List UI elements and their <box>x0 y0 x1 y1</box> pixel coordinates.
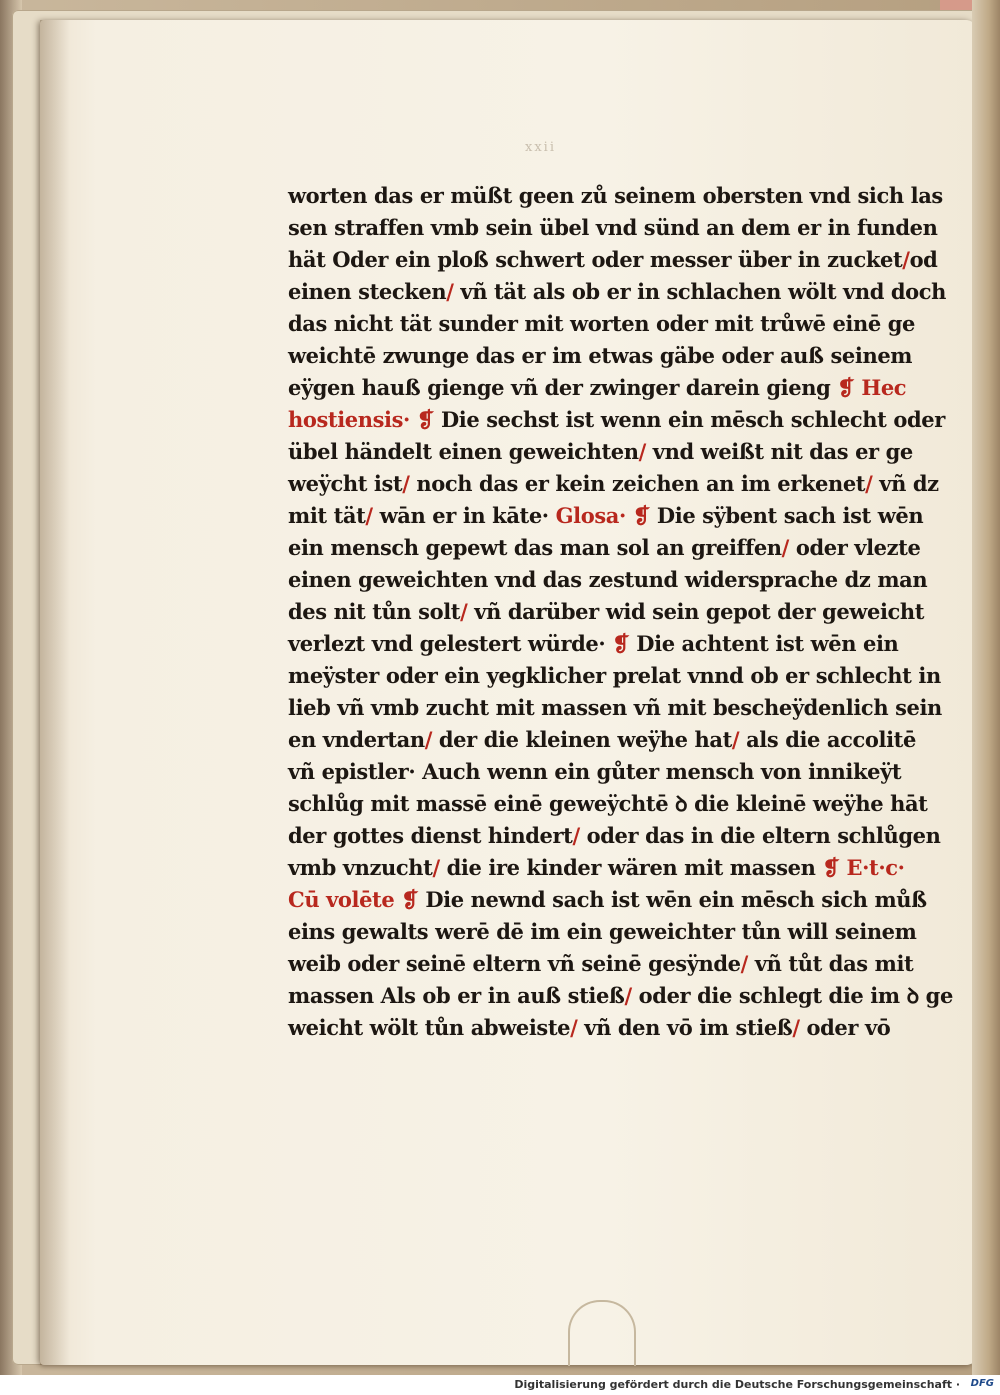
text-line: Cū volēte ❡ Die newnd sach ist wēn ein mēsch sich můß <box>288 887 927 912</box>
book-edge-right <box>972 0 1000 1375</box>
text-line: vñ epistler· Auch wenn ein gůter mensch von innikeÿt <box>288 759 902 784</box>
text-line: eins gewalts werē dē im ein geweichter tůn will seinem <box>288 919 917 944</box>
text-line: weicht wölt tůn abweiste/ vñ den vō im stieß/ oder vō <box>288 1015 891 1040</box>
text-block <box>288 180 953 1044</box>
text-line: einen stecken/ vñ tät als ob er in schlachen wölt vnd doch <box>288 279 947 304</box>
text-line: en vndertan/ der die kleinen weÿhe hat/ als die accolitē <box>288 727 916 752</box>
text-line: übel händelt einen geweichten/ vnd weißt nit das er ge <box>288 439 913 464</box>
text-line: ein mensch gepewt das man sol an greiffen/ oder vlezte <box>288 535 921 560</box>
text-line: weÿcht ist/ noch das er kein zeichen an im erkenet/ vñ dz <box>288 471 939 496</box>
text-line: massen Als ob er in auß stieß/ oder die schlegt die im ꝺ ge <box>288 983 953 1008</box>
dfg-logo: DFG <box>970 1378 994 1389</box>
footer-credit: Digitalisierung gefördert durch die Deutsche Forschungsgemeinschaft · <box>514 1378 960 1391</box>
text-line: weichtē zwunge das er im etwas gäbe oder auß seinem <box>288 343 913 368</box>
text-line: mit tät/ wān er in kāte· Glosa· ❡ Die sÿbent sach ist wēn <box>288 503 924 528</box>
text-line: verlezt vnd gelestert würde· ❡ Die achtent ist wēn ein <box>288 631 899 656</box>
folio-mark: xxii <box>525 140 556 155</box>
text-line: hät Oder ein ploß schwert oder messer über in zucket/ <box>288 247 910 272</box>
text-line: meÿster oder ein yegklicher prelat vnnd ob er schlecht in <box>288 663 941 688</box>
text-line: das nicht tät sunder mit worten oder mit trůwē einē ge <box>288 311 915 336</box>
footer-bar <box>0 1375 1000 1395</box>
text-line: worten das er müßt geen zů seinem obersten vnd sich las <box>288 183 943 208</box>
text-line: eÿgen hauß giengе vñ der zwinger darein gieng ❡ Hec <box>288 375 907 400</box>
text-line: einen geweichten vnd das zestund widersprache dz man <box>288 567 928 592</box>
plate-mark <box>568 1300 636 1366</box>
text-line: schlůg mit massē einē geweÿchtē ꝺ die kleinē weÿhe hāt <box>288 791 928 816</box>
spine-shadow <box>40 20 70 1365</box>
text-line: der gottes dienst hindert/ oder das in die eltern schlůgen <box>288 823 941 848</box>
text-line: lieb vñ vmb zucht mit massen vñ mit bescheÿdenlich sein <box>288 695 942 720</box>
text-line: sen straffen vmb sein übel vnd sünd an dem er in funden <box>288 215 938 240</box>
text-line: hostiensis· ❡ Die sechst ist wenn ein mēsch schlecht oder <box>288 407 945 432</box>
text-line: weib oder seinē eltern vñ seinē gesÿnde/ vñ tůt das mit <box>288 951 914 976</box>
text-line: des nit tůn solt/ vñ darüber wid sein gepot der geweicht <box>288 599 925 624</box>
text-line: vmb vnzucht/ die ire kinder wären mit massen ❡ E·t·c· <box>288 855 905 880</box>
